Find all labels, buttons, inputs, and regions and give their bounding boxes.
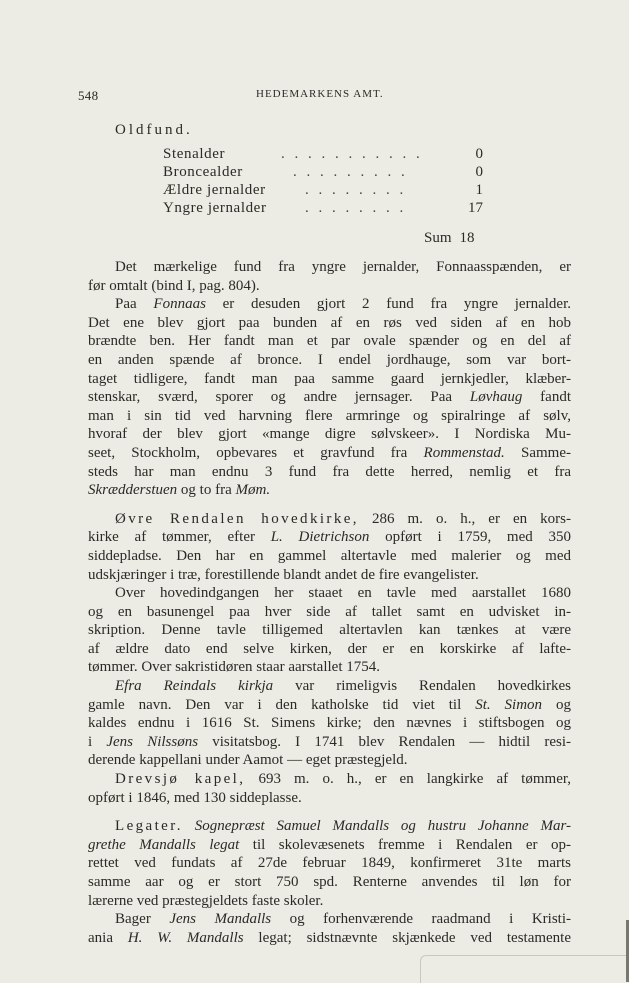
person-name: H. W. Mandalls xyxy=(127,929,244,946)
person-name: Jens Mandalls xyxy=(169,911,272,928)
text-line: opført i 1846, med 130 siddeplasse. xyxy=(88,789,302,806)
text-line: før omtalt (bind I, pag. 804). xyxy=(88,277,260,294)
text-line: samme aar og er stort 750 spd. Renterne anvendes til løn for xyxy=(88,874,571,890)
text-line: Drevsjø kapel, 693 m. o. h., er en langkirke af tømmer, xyxy=(115,771,571,788)
paragraph xyxy=(88,295,571,500)
spaced-heading: Drevsjø kapel, xyxy=(115,771,246,788)
paragraph xyxy=(88,770,571,807)
text-line xyxy=(88,817,571,836)
tally-leader-dots: . . . . . . . . xyxy=(305,182,407,198)
text-line: lærerne ved præstegjeldets faste skoler. xyxy=(88,892,324,909)
text-line: ania H. W. Mandalls legat; sidstnævnte skjænkede ved testamente xyxy=(88,929,572,946)
text-line: udskjæringer i træ, forestillende blandt andet de fire evangelister. xyxy=(88,566,479,583)
legacy-name: grethe Mandalls legat xyxy=(88,836,240,853)
place-name: Løvhaug xyxy=(469,389,523,406)
text-line: Det mærkelige fund fra yngre jernalder, Fonnaasspænden, er xyxy=(115,259,571,275)
person-name: Jens Nilssøns xyxy=(106,733,199,750)
text-line: brændte ben. Her fandt man et par ovale spænder og en del af xyxy=(88,333,571,350)
person-name: L. Dietrichson xyxy=(270,529,370,546)
tally-leader-dots: . . . . . . . . . . . xyxy=(281,146,423,162)
text-line: Øvre Rendalen hovedkirke, 286 m. o. h., er en kors- xyxy=(115,510,571,527)
tally-leader-dots: . . . . . . . . . xyxy=(293,164,408,180)
text-line: Over hovedindgangen her staaet en tavle med aarstallet 1680 xyxy=(115,585,571,602)
tally-row xyxy=(163,163,493,181)
paragraph xyxy=(88,584,571,677)
place-name: Rommenstad. xyxy=(423,444,505,461)
tally-row xyxy=(163,181,493,199)
text-line: af ældre dato end selve kirken, der er en korskirke af lafte- xyxy=(88,640,571,657)
text-line: hvoraf der blev gjort «mange digre sølvskeer». I Nordiska Mu- xyxy=(88,426,571,443)
text-line: Det ene blev gjort paa bunden af en røs ved siden af en hob xyxy=(88,314,571,331)
tally-value: 0 xyxy=(475,146,483,162)
text-line: skription. Denne tavle tilligemed altertavlen kan tænkes at være xyxy=(88,622,571,639)
place-name: Møm. xyxy=(235,482,271,499)
paragraph xyxy=(88,817,571,910)
text-line: man i sin tid ved harvning flere armringe og spiralringe af sølv, xyxy=(88,407,571,424)
tally-label: Stenalder xyxy=(163,146,226,162)
running-head: HEDEMARKENS AMT. xyxy=(256,88,384,100)
tally-row xyxy=(163,145,493,163)
text-line: gamle navn. Den var i den katholske tid viet til St. Simon og xyxy=(88,696,571,713)
text-line: siddepladse. Den har en gammel altertavle med malerier og med xyxy=(88,547,571,564)
text-line: en anden spænde af bronce. I endel jordhauge, som var bort- xyxy=(88,351,571,368)
find-tally xyxy=(163,145,493,217)
place-name: Fonnaas xyxy=(153,296,206,313)
tally-leader-dots: . . . . . . . . xyxy=(305,200,407,216)
paragraph xyxy=(88,910,571,947)
text-line: Skrædderstuen og to fra Møm. xyxy=(88,482,271,499)
paragraph xyxy=(88,510,571,584)
text-line: Bager Jens Mandalls og forhenværende raadmand i Kristi- xyxy=(115,911,571,928)
paragraph xyxy=(88,677,571,770)
paragraph xyxy=(88,258,571,295)
text-line: og en basunengel paa hver side af tallet samt en udvisket in- xyxy=(88,603,571,620)
tally-sum xyxy=(424,230,475,247)
text-line: kaldes endnu i 1616 St. Simens kirke; den nævnes i stiftsbogen og xyxy=(88,715,571,732)
text-line: Efra Reindals kirkja var rimeligvis Rendalen hovedkirkes xyxy=(115,678,571,695)
sum-label: Sum xyxy=(424,230,452,246)
page-edge-mark xyxy=(420,955,629,983)
tally-label: Yngre jernalder xyxy=(163,200,267,216)
page-header xyxy=(78,88,498,106)
text-line: stenskar, sværd, sporer og andre jernsager. Paa Løvhaug fandt xyxy=(88,389,571,406)
text-line: taget tidligere, fandt man paa samme gaard jernkjedler, klæber- xyxy=(88,370,571,387)
place-name: Skrædderstuen xyxy=(88,482,178,499)
text-line: Paa Fonnaas er desuden gjort 2 fund fra yngre jernalder. xyxy=(115,296,571,313)
tally-value: 0 xyxy=(475,164,483,180)
text-line: i Jens Nilssøns visitatsbog. I 1741 blev Rendalen — hidtil resi- xyxy=(88,733,572,750)
sum-value: 18 xyxy=(459,230,475,246)
text-line: tømmer. Over sakristidøren staar aarstallet 1754. xyxy=(88,659,380,676)
text-line: rettet ved fundats af 27de februar 1849, konfirmeret 31te marts xyxy=(88,855,571,872)
text-line: derende kappellani under Aamot — eget præstegjeld. xyxy=(88,752,408,769)
tally-label: Ældre jernalder xyxy=(163,182,266,198)
tally-value: 1 xyxy=(475,182,483,198)
old-name: Efra Reindals kirkja xyxy=(115,678,274,695)
text-line: kirke af tømmer, efter L. Dietrichson opført i 1759, med 350 xyxy=(88,529,571,546)
legacy-name: Sognepræst Samuel Mandalls og hustru Johanne Mar- xyxy=(194,818,572,835)
spaced-heading: Øvre Rendalen hovedkirke, xyxy=(115,510,359,527)
text-line: seet, Stockholm, opbevares et gravfund fra Rommenstad. Samme- xyxy=(88,444,571,461)
section-title: Oldfund. xyxy=(115,122,193,138)
saint-name: St. Simon xyxy=(475,696,543,713)
text-line: steds har man endnu 3 fund fra dette herred, nemlig et fra xyxy=(88,463,571,480)
tally-label: Broncealder xyxy=(163,164,243,180)
tally-row xyxy=(163,199,493,217)
tally-value: 17 xyxy=(468,200,483,216)
spaced-heading: Legater. xyxy=(115,818,183,835)
body-text xyxy=(88,258,571,947)
text-line: grethe Mandalls legat til skolevæsenets fremme i Rendalen er op- xyxy=(88,836,571,853)
page-number: 548 xyxy=(78,88,99,103)
